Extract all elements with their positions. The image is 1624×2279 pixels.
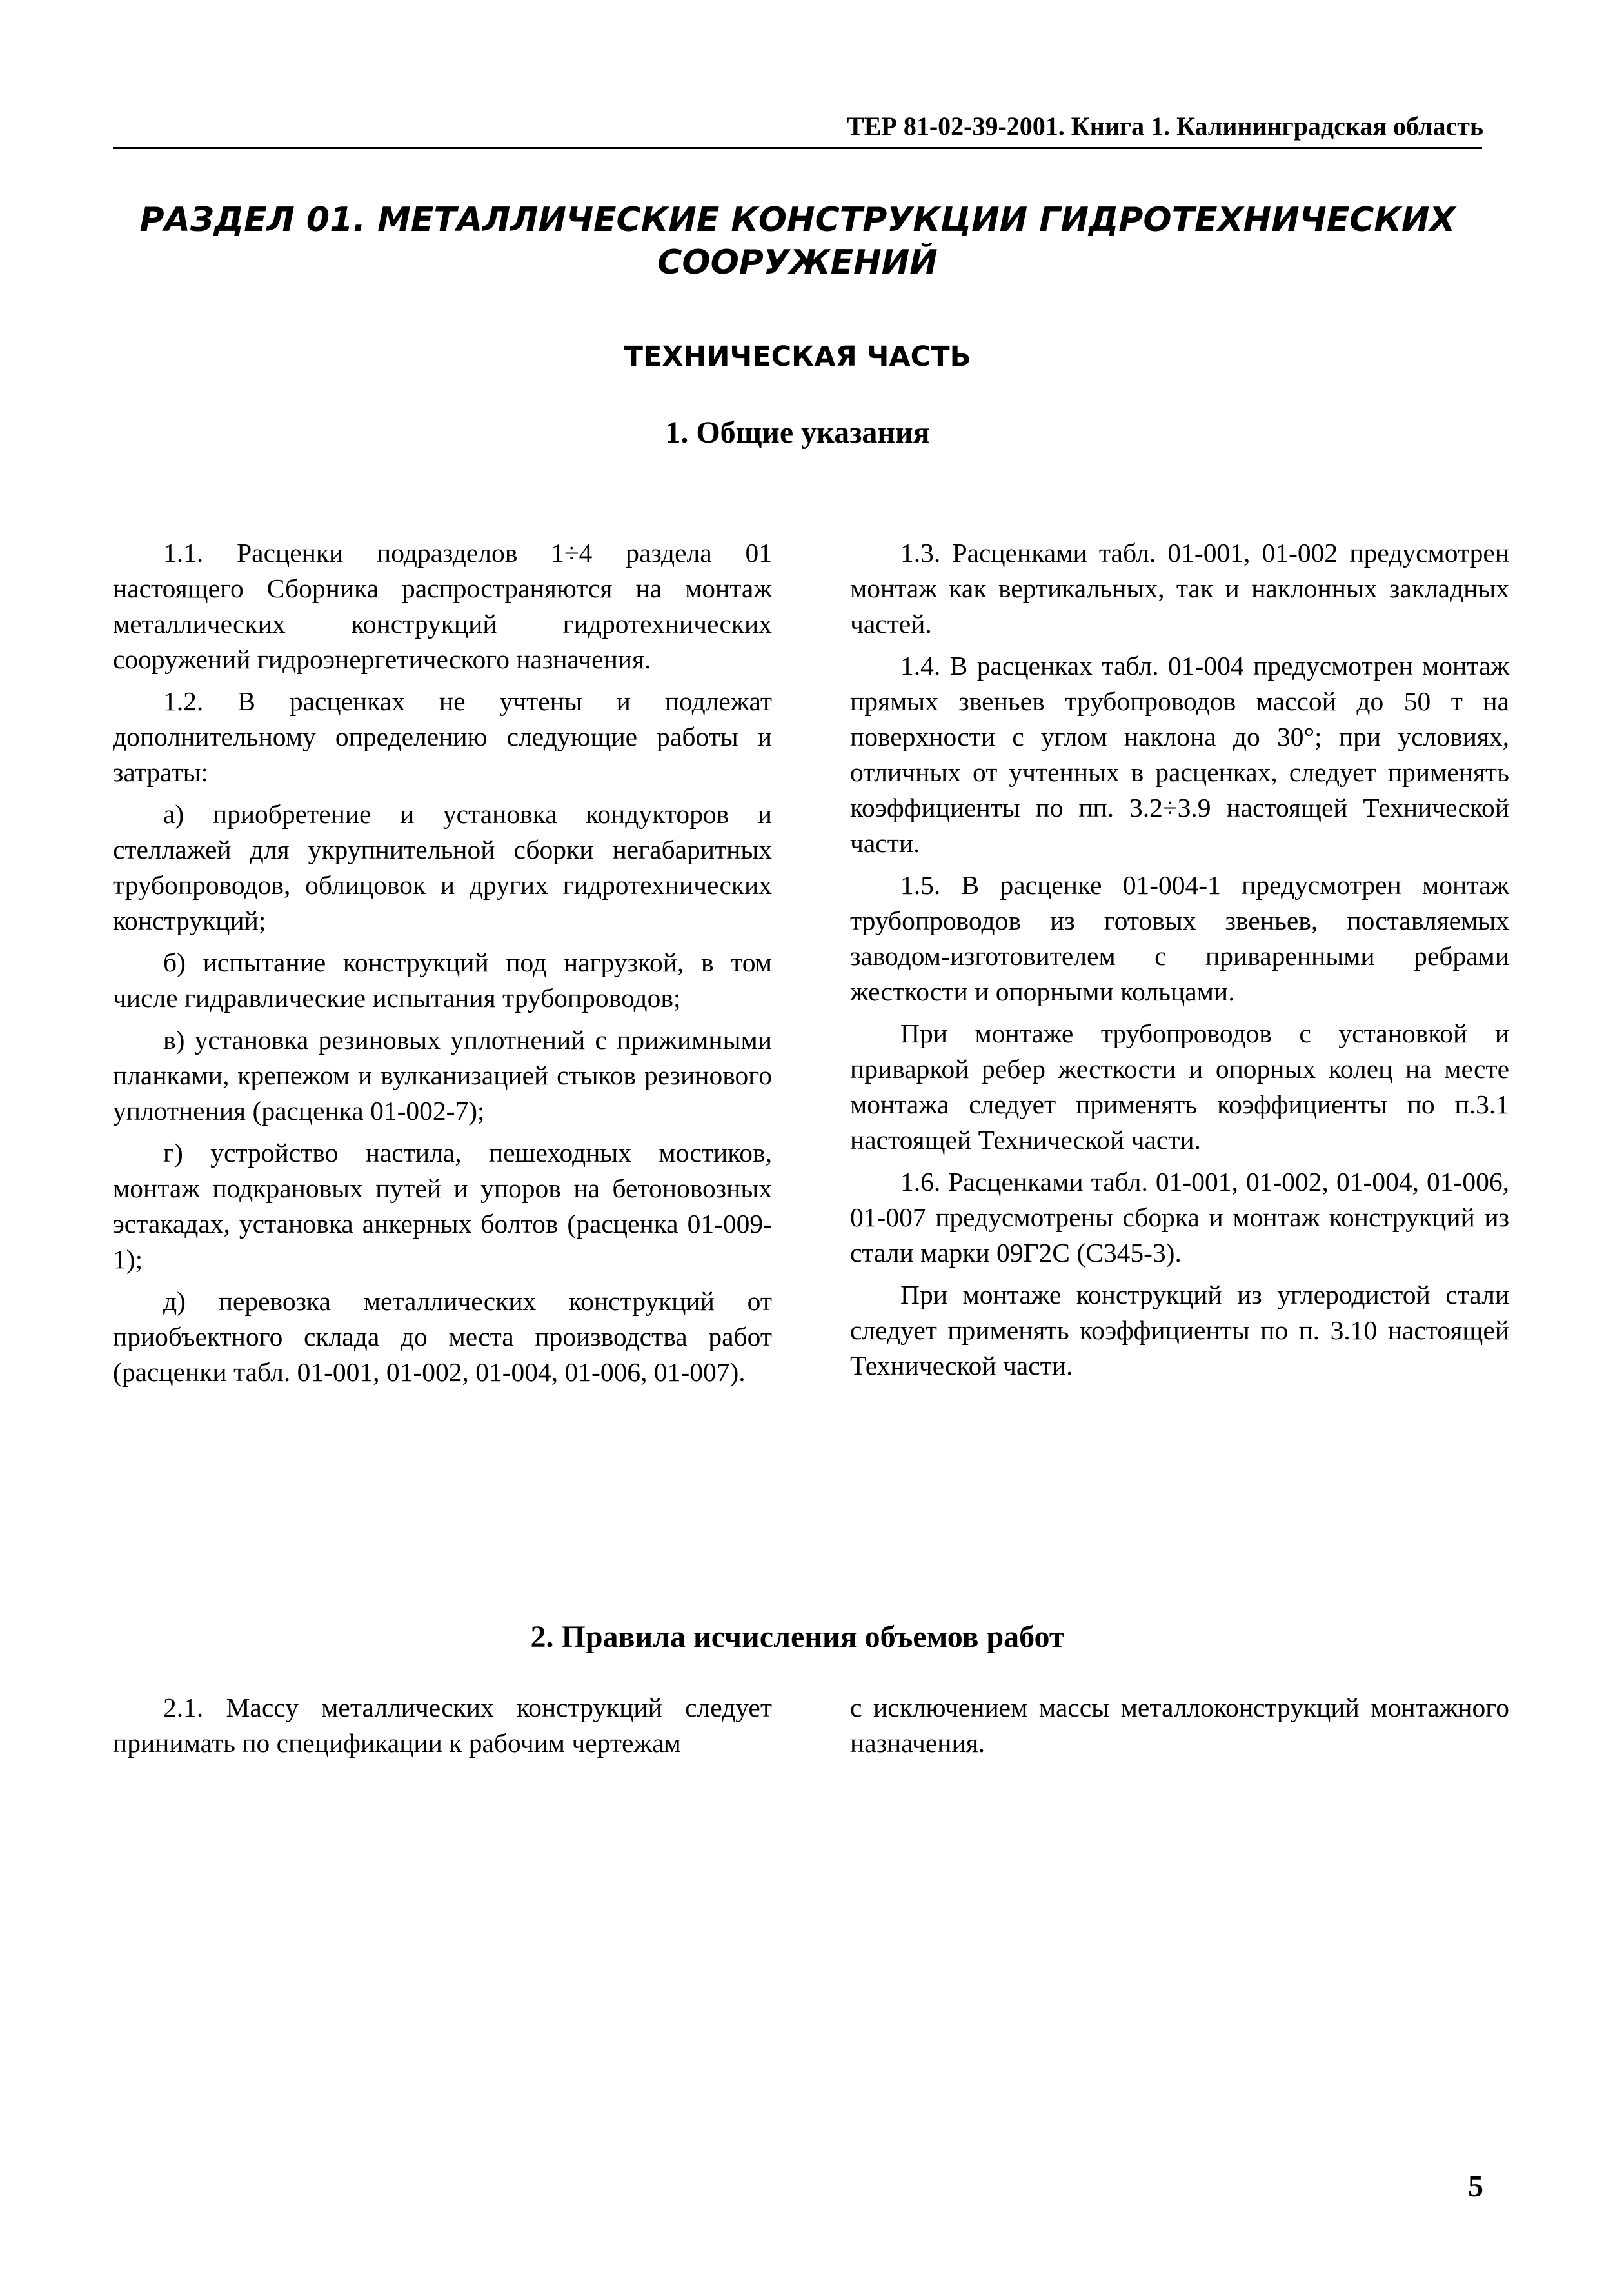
paragraph-1-2-d: г) устройство настила, пешеходных мостиков, монтаж подкрановых путей и упоров на бетоновозных эстакадах, установка анкерных болтов (расценка 01-009-1); <box>113 1138 772 1274</box>
paragraph-1-2-e: д) перевозка металлических конструкций от приобъектного склада до места производства работ (расценки табл. 01-001, 01-002, 01-004, 01-006, 01-007). <box>113 1286 772 1387</box>
header-rule <box>113 147 1482 149</box>
paragraph-1-1: 1.1. Расценки подразделов 1÷4 раздела 01 настоящего Сборника распространяются на монтаж металлических конструкций гидротехнических сооружений гидроэнергетического назначения. <box>113 538 772 674</box>
paragraph-1-5: 1.5. В расценке 01-004-1 предусмотрен монтаж трубопроводов из готовых звеньев, поставляемых заводом-изготовителем с приваренными ребрами жесткости и опорными кольцами. <box>850 870 1509 1006</box>
rules-left-column <box>113 1690 772 1761</box>
paragraph-1-2: 1.2. В расценках не учтены и подлежат дополнительному определению следующие работы и затраты: <box>113 686 772 787</box>
paragraph-2-1-continued: с исключением массы металлоконструкций монтажного назначения. <box>850 1693 1509 1758</box>
paragraph-1-5-note: При монтаже трубопроводов с установкой и приваркой ребер жесткости и опорных колец на месте монтажа следует применять коэффициенты по п.3.1 настоящей Технической части. <box>850 1019 1509 1155</box>
general-right-column <box>850 535 1509 1390</box>
rules-heading: 2. Правила исчисления объемов работ <box>530 1620 1065 1654</box>
page-number: 5 <box>1468 2169 1483 2204</box>
paragraph-2-1: 2.1. Массу металлических конструкций следует принимать по спецификации к рабочим чертежам <box>113 1693 772 1758</box>
paragraph-1-2-b: б) испытание конструкций под нагрузкой, в том числе гидравлические испытания трубопроводов; <box>113 948 772 1013</box>
paragraph-1-3: 1.3. Расценками табл. 01-001, 01-002 предусмотрен монтаж как вертикальных, так и наклонных закладных частей. <box>850 538 1509 639</box>
rules-right-column <box>850 1690 1509 1761</box>
general-left-column <box>113 535 772 1397</box>
running-header: ТЕР 81-02-39-2001. Книга 1. Калининградская область <box>847 112 1483 141</box>
paragraph-1-4: 1.4. В расценках табл. 01-004 предусмотрен монтаж прямых звеньев трубопроводов массой до 50 т на поверхности с углом наклона до 30°; при условиях, отличных от учтенных в расценках, следует применять коэффициенты по пп. 3.2÷3.9 настоящей Технической части. <box>850 651 1509 858</box>
tech-part-heading: ТЕХНИЧЕСКАЯ ЧАСТЬ <box>624 341 971 373</box>
general-heading: 1. Общие указания <box>665 415 930 450</box>
paragraph-1-2-a: а) приобретение и установка кондукторов и стеллажей для укрупнительной сборки негабаритных трубопроводов, облицовок и других гидротехнических конструкций; <box>113 799 772 935</box>
paragraph-1-6-note: При монтаже конструкций из углеродистой стали следует применять коэффициенты по п. 3.10 настоящей Технической части. <box>850 1280 1509 1380</box>
section-title: РАЗДЕЛ 01. МЕТАЛЛИЧЕСКИЕ КОНСТРУКЦИИ ГИДРОТЕХНИЧЕСКИХ СООРУЖЕНИЙ <box>139 201 1456 282</box>
paragraph-1-2-c: в) установка резиновых уплотнений с прижимными планками, крепежом и вулканизацией стыков резинового уплотнения (расценка 01-002-7); <box>113 1025 772 1126</box>
paragraph-1-6: 1.6. Расценками табл. 01-001, 01-002, 01-004, 01-006, 01-007 предусмотрены сборка и монтаж конструкций из стали марки 09Г2С (С345-3). <box>850 1167 1509 1268</box>
